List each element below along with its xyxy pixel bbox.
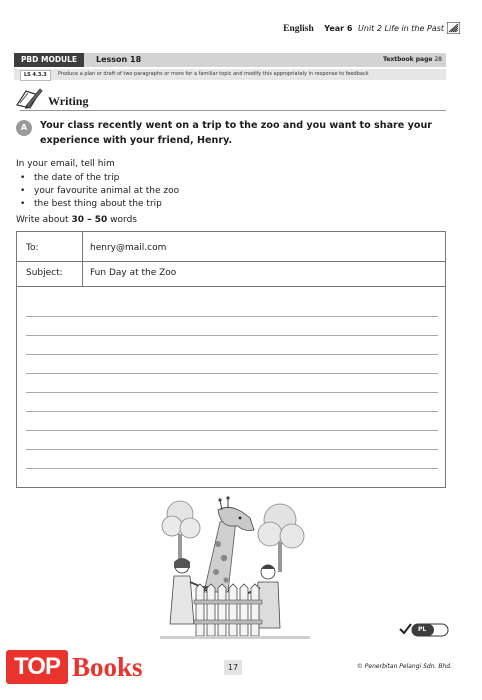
- bullet-item: • your favourite animal at the zoo: [20, 185, 179, 198]
- writing-line[interactable]: [26, 335, 438, 336]
- writing-line[interactable]: [26, 449, 438, 450]
- section-title: Writing: [48, 94, 89, 108]
- task-badge: A: [16, 120, 32, 136]
- textbook-page-number: 28: [434, 56, 442, 63]
- brand-logo-books: Books: [72, 652, 143, 682]
- header-mark-icon: [447, 22, 460, 34]
- word-range: 30 – 50: [71, 215, 108, 225]
- section-divider: [20, 110, 446, 111]
- brand-logo-top: TOP: [6, 650, 68, 684]
- to-label: To:: [26, 243, 39, 253]
- task-bullets: [20, 172, 179, 211]
- header-year: Year 6: [324, 24, 353, 33]
- subject-value[interactable]: Fun Day at the Zoo: [90, 268, 177, 278]
- page-header: [283, 24, 444, 34]
- header-subject: English: [283, 24, 314, 34]
- page-number: 17: [224, 660, 242, 675]
- writing-line[interactable]: [26, 354, 438, 355]
- email-row-divider: [16, 261, 446, 262]
- bullet-item: • the best thing about the trip: [20, 198, 179, 211]
- task-prompt: Your class recently went on a trip to the zoo and you want to share your experience with your friend, Henry.: [40, 120, 433, 146]
- email-column-divider: [82, 231, 83, 286]
- textbook-page: [383, 53, 442, 67]
- standard-description: Produce a plan or draft of two paragraphs or more for a familiar topic and modify this appropriately in response to feedback: [58, 71, 369, 77]
- textbook-page-label: Textbook page: [383, 56, 433, 63]
- writing-line[interactable]: [26, 430, 438, 431]
- zoo-illustration: [160, 496, 310, 644]
- bullet-item: • the date of the trip: [20, 172, 179, 185]
- writing-line[interactable]: [26, 373, 438, 374]
- to-value[interactable]: henry@mail.com: [90, 243, 167, 253]
- lesson-label: Lesson 18: [96, 55, 142, 64]
- header-unit: Unit 2 Life in the Past: [358, 24, 444, 33]
- writing-line[interactable]: [26, 411, 438, 412]
- module-tag: PBD MODULE: [14, 53, 84, 67]
- standard-code: LS 4.3.3: [20, 70, 51, 81]
- word-count-instruction: [16, 215, 137, 225]
- task-intro: In your email, tell him: [16, 159, 115, 169]
- writing-line[interactable]: [26, 316, 438, 317]
- word-suffix: words: [110, 215, 137, 225]
- subject-label: Subject:: [26, 268, 63, 278]
- pl-label: PL: [418, 626, 427, 633]
- copyright: © Penerbitan Pelangi Sdn. Bhd.: [356, 663, 452, 670]
- word-prefix: Write about: [16, 215, 69, 225]
- email-row-divider: [16, 286, 446, 287]
- pencil-paper-icon: [14, 86, 44, 110]
- writing-line[interactable]: [26, 468, 438, 469]
- writing-line[interactable]: [26, 392, 438, 393]
